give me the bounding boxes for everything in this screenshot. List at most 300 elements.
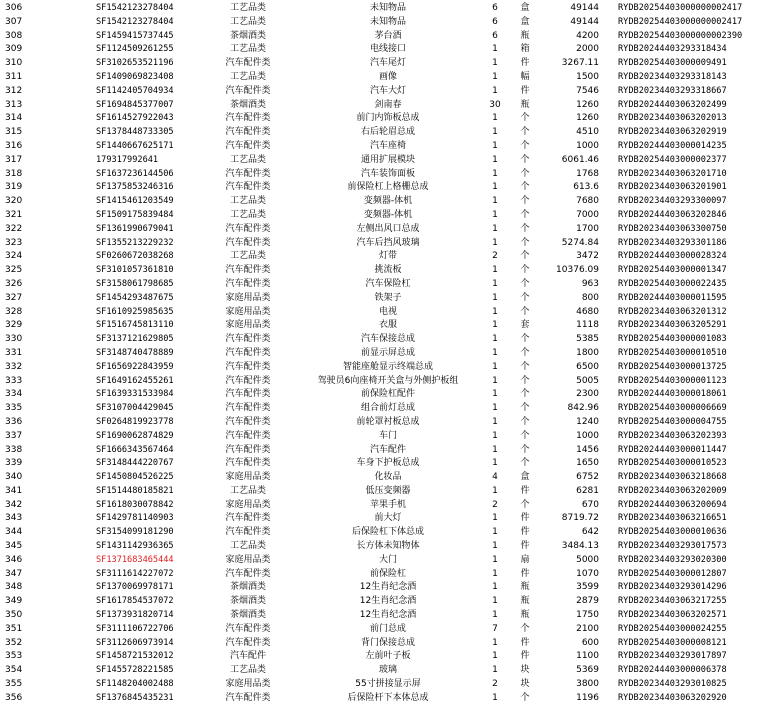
quantity: 1 bbox=[492, 278, 498, 289]
table-row bbox=[0, 333, 784, 347]
declared-value: 10376.09 bbox=[556, 265, 599, 276]
quantity: 1 bbox=[492, 182, 498, 193]
item-name: 变频器-体机 bbox=[363, 196, 413, 207]
unit: 个 bbox=[520, 251, 530, 262]
declared-value: 2879 bbox=[576, 596, 599, 607]
reference-number: RYDB20244403293318434 bbox=[618, 44, 727, 55]
quantity: 30 bbox=[489, 99, 501, 110]
row-number: 318 bbox=[5, 168, 23, 179]
row-number: 323 bbox=[5, 237, 23, 248]
shipment-table bbox=[0, 2, 784, 706]
declared-value: 5385 bbox=[576, 334, 599, 345]
item-name: 通用扩展模块 bbox=[360, 154, 415, 165]
waybill-number: SF1450804526225 bbox=[96, 472, 174, 483]
table-row bbox=[0, 237, 784, 251]
item-name: 前保险杠上格栅总成 bbox=[347, 182, 429, 193]
waybill-number: SF1440667625171 bbox=[96, 140, 174, 151]
table-row bbox=[0, 154, 784, 168]
unit: 件 bbox=[520, 637, 530, 648]
row-number: 342 bbox=[5, 499, 23, 510]
declared-value: 4510 bbox=[576, 127, 599, 138]
row-number: 354 bbox=[5, 665, 23, 676]
declared-value: 1118 bbox=[576, 320, 599, 331]
category: 汽车配件类 bbox=[225, 127, 271, 138]
table-row bbox=[0, 595, 784, 609]
quantity: 1 bbox=[492, 44, 498, 55]
reference-number: RYDB20234403063202393 bbox=[618, 430, 727, 441]
unit: 件 bbox=[520, 513, 530, 524]
reference-number: RYDB20254403000000002417 bbox=[618, 16, 743, 27]
row-number: 336 bbox=[5, 416, 23, 427]
category: 茶烟酒类 bbox=[229, 30, 266, 41]
category: 家庭用品类 bbox=[225, 292, 271, 303]
table-row bbox=[0, 388, 784, 402]
item-name: 衣服 bbox=[378, 320, 397, 331]
reference-number: RYDB20234403063201710 bbox=[618, 168, 727, 179]
table-row bbox=[0, 30, 784, 44]
category: 汽车配件类 bbox=[225, 430, 271, 441]
item-name: 前显示屏总成 bbox=[360, 347, 415, 358]
item-name: 电视 bbox=[378, 306, 397, 317]
table-row bbox=[0, 278, 784, 292]
table-row bbox=[0, 457, 784, 471]
item-name: 12生肖纪念酒 bbox=[359, 582, 417, 593]
row-number: 333 bbox=[5, 375, 23, 386]
item-name: 大门 bbox=[378, 554, 397, 565]
quantity: 7 bbox=[492, 623, 498, 634]
declared-value: 1456 bbox=[576, 444, 599, 455]
waybill-number: SF1124509261255 bbox=[96, 44, 174, 55]
waybill-number: SF3102653521196 bbox=[96, 58, 174, 69]
quantity: 1 bbox=[492, 389, 498, 400]
row-number: 326 bbox=[5, 278, 23, 289]
category: 工艺品类 bbox=[229, 71, 266, 82]
declared-value: 3267.11 bbox=[561, 58, 599, 69]
category: 汽车配件类 bbox=[225, 361, 271, 372]
reference-number: RYDB20234403063205291 bbox=[618, 320, 727, 331]
item-name: 未知物品 bbox=[369, 3, 406, 13]
declared-value: 1800 bbox=[576, 347, 599, 358]
quantity: 1 bbox=[492, 430, 498, 441]
waybill-number: SF1637236144506 bbox=[96, 168, 174, 179]
item-name: 化妆品 bbox=[374, 472, 402, 483]
row-number: 355 bbox=[5, 679, 23, 690]
quantity: 4 bbox=[492, 472, 498, 483]
row-number: 306 bbox=[5, 3, 23, 13]
row-number: 338 bbox=[5, 444, 23, 455]
unit: 件 bbox=[520, 568, 530, 579]
category: 汽车配件类 bbox=[225, 458, 271, 469]
unit: 个 bbox=[520, 692, 530, 703]
table-row bbox=[0, 540, 784, 554]
quantity: 1 bbox=[492, 58, 498, 69]
table-row bbox=[0, 209, 784, 223]
declared-value: 842.96 bbox=[567, 403, 599, 414]
table-row bbox=[0, 195, 784, 209]
reference-number: RYDB20234403293010825 bbox=[618, 679, 727, 690]
category: 工艺品类 bbox=[229, 154, 266, 165]
reference-number: RYDB20254403000001347 bbox=[618, 265, 727, 276]
unit: 扇 bbox=[520, 554, 530, 565]
item-name: 车身下护板总成 bbox=[356, 458, 420, 469]
unit: 个 bbox=[520, 444, 530, 455]
reference-number: RYDB20234403063201901 bbox=[618, 182, 727, 193]
table-row bbox=[0, 609, 784, 623]
row-number: 314 bbox=[5, 113, 23, 124]
table-row bbox=[0, 16, 784, 30]
item-name: 汽车装饰面板 bbox=[360, 168, 415, 179]
unit: 个 bbox=[520, 389, 530, 400]
reference-number: RYDB20244403063200694 bbox=[618, 499, 727, 510]
unit: 件 bbox=[520, 485, 530, 496]
unit: 个 bbox=[520, 223, 530, 234]
category: 工艺品类 bbox=[229, 44, 266, 55]
declared-value: 1700 bbox=[576, 223, 599, 234]
category: 汽车配件类 bbox=[225, 140, 271, 151]
unit: 件 bbox=[520, 58, 530, 69]
declared-value: 4200 bbox=[576, 30, 599, 41]
waybill-number: SF1409069823408 bbox=[96, 71, 174, 82]
table-row bbox=[0, 223, 784, 237]
table-row bbox=[0, 292, 784, 306]
reference-number: RYDB20254403000010636 bbox=[618, 527, 727, 538]
quantity: 2 bbox=[492, 251, 498, 262]
reference-number: RYDB20254403000004755 bbox=[618, 416, 727, 427]
row-number: 327 bbox=[5, 292, 23, 303]
category: 汽车配件类 bbox=[225, 375, 271, 386]
quantity: 1 bbox=[492, 692, 498, 703]
quantity: 2 bbox=[492, 679, 498, 690]
category: 汽车配件类 bbox=[225, 347, 271, 358]
row-number: 308 bbox=[5, 30, 23, 41]
table-row bbox=[0, 375, 784, 389]
reference-number: RYDB20244403000011595 bbox=[618, 292, 727, 303]
table-row bbox=[0, 471, 784, 485]
row-number: 340 bbox=[5, 472, 23, 483]
category: 工艺品类 bbox=[229, 251, 266, 262]
quantity: 1 bbox=[492, 485, 498, 496]
unit: 个 bbox=[520, 127, 530, 138]
unit: 盒 bbox=[520, 472, 530, 483]
row-number: 345 bbox=[5, 541, 23, 552]
table-row bbox=[0, 2, 784, 16]
reference-number: RYDB20234403063201312 bbox=[618, 306, 727, 317]
reference-number: RYDB20244403000011447 bbox=[618, 444, 727, 455]
declared-value: 1260 bbox=[576, 113, 599, 124]
reference-number: RYDB20234403063300750 bbox=[618, 223, 727, 234]
category: 汽车配件类 bbox=[225, 278, 271, 289]
reference-number: RYDB20254403000006669 bbox=[618, 403, 727, 414]
declared-value: 7546 bbox=[576, 85, 599, 96]
category: 汽车配件类 bbox=[225, 182, 271, 193]
item-name: 汽车座椅 bbox=[369, 140, 406, 151]
category: 家庭用品类 bbox=[225, 472, 271, 483]
category: 汽车配件类 bbox=[225, 513, 271, 524]
declared-value: 800 bbox=[581, 292, 599, 303]
table-row bbox=[0, 306, 784, 320]
category: 汽车配件类 bbox=[225, 265, 271, 276]
unit: 个 bbox=[520, 168, 530, 179]
declared-value: 6500 bbox=[576, 361, 599, 372]
declared-value: 1650 bbox=[576, 458, 599, 469]
declared-value: 3800 bbox=[576, 679, 599, 690]
quantity: 1 bbox=[492, 113, 498, 124]
declared-value: 670 bbox=[581, 499, 599, 510]
unit: 瓶 bbox=[520, 30, 530, 41]
waybill-number: SF1542123278404 bbox=[96, 3, 174, 13]
item-name: 灯带 bbox=[378, 251, 397, 262]
unit: 个 bbox=[520, 113, 530, 124]
row-number: 313 bbox=[5, 99, 23, 110]
declared-value: 613.6 bbox=[573, 182, 599, 193]
item-name: 铁架子 bbox=[374, 292, 402, 303]
category: 茶烟酒类 bbox=[229, 582, 266, 593]
waybill-number: SF1656922843959 bbox=[96, 361, 174, 372]
unit: 瓶 bbox=[520, 610, 530, 621]
quantity: 1 bbox=[492, 85, 498, 96]
category: 工艺品类 bbox=[229, 3, 266, 13]
waybill-number: SF1429781140903 bbox=[96, 513, 174, 524]
row-number: 321 bbox=[5, 209, 23, 220]
unit: 个 bbox=[520, 209, 530, 220]
waybill-number: SF3111614227072 bbox=[96, 568, 174, 579]
declared-value: 963 bbox=[581, 278, 599, 289]
reference-number: RYDB20234403293017573 bbox=[618, 541, 727, 552]
item-name: 汽车大灯 bbox=[369, 85, 406, 96]
table-row bbox=[0, 319, 784, 333]
reference-number: RYDB20234403063218668 bbox=[618, 472, 727, 483]
waybill-number: SF3107004429045 bbox=[96, 403, 174, 414]
row-number: 349 bbox=[5, 596, 23, 607]
row-number: 328 bbox=[5, 306, 23, 317]
reference-number: RYDB20234403063202571 bbox=[618, 610, 727, 621]
reference-number: RYDB20234403293301186 bbox=[618, 237, 727, 248]
unit: 个 bbox=[520, 499, 530, 510]
table-row bbox=[0, 650, 784, 664]
category: 工艺品类 bbox=[229, 541, 266, 552]
category: 汽车配件类 bbox=[225, 568, 271, 579]
row-number: 351 bbox=[5, 623, 23, 634]
waybill-number: SF1458721532012 bbox=[96, 651, 174, 662]
table-row bbox=[0, 126, 784, 140]
waybill-number: SF3112606973914 bbox=[96, 637, 174, 648]
row-number: 339 bbox=[5, 458, 23, 469]
waybill-number: SF3101057361810 bbox=[96, 265, 174, 276]
table-row bbox=[0, 347, 784, 361]
reference-number: RYDB20254403000024255 bbox=[618, 623, 727, 634]
waybill-number: SF1361990679041 bbox=[96, 223, 174, 234]
quantity: 1 bbox=[492, 637, 498, 648]
table-row bbox=[0, 568, 784, 582]
declared-value: 1196 bbox=[576, 692, 599, 703]
category: 家庭用品类 bbox=[225, 306, 271, 317]
table-row bbox=[0, 181, 784, 195]
row-number: 335 bbox=[5, 403, 23, 414]
category: 汽车配件 bbox=[229, 651, 266, 662]
quantity: 1 bbox=[492, 265, 498, 276]
row-number: 356 bbox=[5, 692, 23, 703]
row-number: 325 bbox=[5, 265, 23, 276]
reference-number: RYDB20234403063202013 bbox=[618, 113, 727, 124]
quantity: 1 bbox=[492, 347, 498, 358]
quantity: 1 bbox=[492, 596, 498, 607]
waybill-number: SF1618030078842 bbox=[96, 499, 174, 510]
category: 工艺品类 bbox=[229, 16, 266, 27]
item-name: 低压变频器 bbox=[365, 485, 411, 496]
category: 茶烟酒类 bbox=[229, 610, 266, 621]
table-row bbox=[0, 430, 784, 444]
item-name: 电线接口 bbox=[369, 44, 406, 55]
row-number: 344 bbox=[5, 527, 23, 538]
waybill-number: SF1148204002488 bbox=[96, 679, 174, 690]
item-name: 茅台酒 bbox=[374, 30, 402, 41]
declared-value: 3599 bbox=[576, 582, 599, 593]
waybill-number: SF1617854537072 bbox=[96, 596, 174, 607]
category: 工艺品类 bbox=[229, 209, 266, 220]
category: 汽车配件类 bbox=[225, 389, 271, 400]
waybill-number: SF1694845377007 bbox=[96, 99, 174, 110]
row-number: 346 bbox=[5, 554, 23, 565]
category: 汽车配件类 bbox=[225, 85, 271, 96]
reference-number: RYDB20234403063202919 bbox=[618, 127, 727, 138]
row-number: 324 bbox=[5, 251, 23, 262]
row-number: 319 bbox=[5, 182, 23, 193]
category: 汽车配件类 bbox=[225, 444, 271, 455]
unit: 盒 bbox=[520, 16, 530, 27]
declared-value: 1750 bbox=[576, 610, 599, 621]
quantity: 6 bbox=[492, 16, 498, 27]
unit: 块 bbox=[520, 665, 530, 676]
quantity: 1 bbox=[492, 610, 498, 621]
item-name: 左前叶子板 bbox=[365, 651, 411, 662]
category: 汽车配件类 bbox=[225, 168, 271, 179]
table-row bbox=[0, 57, 784, 71]
waybill-number: SF1355213229232 bbox=[96, 237, 174, 248]
declared-value: 2300 bbox=[576, 389, 599, 400]
reference-number: RYDB20254403000022435 bbox=[618, 278, 727, 289]
reference-number: RYDB20244403000018061 bbox=[618, 389, 727, 400]
category: 汽车配件类 bbox=[225, 416, 271, 427]
declared-value: 4680 bbox=[576, 306, 599, 317]
waybill-number: SF0260672038268 bbox=[96, 251, 174, 262]
unit: 个 bbox=[520, 182, 530, 193]
reference-number: RYDB20244403063202499 bbox=[618, 99, 727, 110]
item-name: 挑流板 bbox=[374, 265, 402, 276]
table-row bbox=[0, 264, 784, 278]
quantity: 1 bbox=[492, 140, 498, 151]
table-row bbox=[0, 168, 784, 182]
declared-value: 6752 bbox=[576, 472, 599, 483]
reference-number: RYDB20244403000014235 bbox=[618, 140, 727, 151]
table-row bbox=[0, 623, 784, 637]
category: 家庭用品类 bbox=[225, 679, 271, 690]
item-name: 前保险杠配件 bbox=[360, 389, 415, 400]
item-name: 55寸拼接显示屏 bbox=[355, 679, 421, 690]
item-name: 组合前灯总成 bbox=[360, 403, 415, 414]
waybill-number: SF3111106722706 bbox=[96, 623, 174, 634]
category: 汽车配件类 bbox=[225, 334, 271, 345]
row-number: 332 bbox=[5, 361, 23, 372]
item-name: 背门保接总成 bbox=[360, 637, 415, 648]
reference-number: RYDB20254403000013725 bbox=[618, 361, 727, 372]
quantity: 1 bbox=[492, 651, 498, 662]
quantity: 1 bbox=[492, 527, 498, 538]
declared-value: 1100 bbox=[576, 651, 599, 662]
unit: 个 bbox=[520, 278, 530, 289]
waybill-number: SF1459415737445 bbox=[96, 30, 174, 41]
item-name: 汽车保接总成 bbox=[360, 334, 415, 345]
table-row bbox=[0, 43, 784, 57]
unit: 套 bbox=[520, 320, 530, 331]
waybill-number: SF1455728221585 bbox=[96, 665, 174, 676]
waybill-number: SF3154099181290 bbox=[96, 527, 174, 538]
item-name: 画像 bbox=[378, 71, 397, 82]
declared-value: 1240 bbox=[576, 416, 599, 427]
quantity: 1 bbox=[492, 458, 498, 469]
item-name: 玻璃 bbox=[378, 665, 397, 676]
row-number: 337 bbox=[5, 430, 23, 441]
item-name: 汽车保险杠 bbox=[365, 278, 411, 289]
reference-number: RYDB20234403063216651 bbox=[618, 513, 727, 524]
declared-value: 5369 bbox=[576, 665, 599, 676]
waybill-number: SF1666343567464 bbox=[96, 444, 174, 455]
row-number: 310 bbox=[5, 58, 23, 69]
unit: 个 bbox=[520, 196, 530, 207]
reference-number: RYDB20234403293318143 bbox=[618, 71, 727, 82]
unit: 瓶 bbox=[520, 596, 530, 607]
reference-number: RYDB20254403000010523 bbox=[618, 458, 727, 469]
table-row bbox=[0, 637, 784, 651]
row-number: 312 bbox=[5, 85, 23, 96]
quantity: 1 bbox=[492, 582, 498, 593]
row-number: 331 bbox=[5, 347, 23, 358]
waybill-number: SF0264819923778 bbox=[96, 416, 174, 427]
unit: 个 bbox=[520, 403, 530, 414]
table-row bbox=[0, 112, 784, 126]
unit: 个 bbox=[520, 265, 530, 276]
waybill-number: SF1371683465444 bbox=[96, 554, 174, 565]
category: 家庭用品类 bbox=[225, 554, 271, 565]
quantity: 1 bbox=[492, 361, 498, 372]
item-name: 前保险杠 bbox=[369, 568, 406, 579]
declared-value: 1000 bbox=[576, 140, 599, 151]
reference-number: RYDB20244403000006378 bbox=[618, 665, 727, 676]
table-row bbox=[0, 485, 784, 499]
declared-value: 7680 bbox=[576, 196, 599, 207]
unit: 个 bbox=[520, 416, 530, 427]
row-number: 309 bbox=[5, 44, 23, 55]
unit: 瓶 bbox=[520, 582, 530, 593]
quantity: 1 bbox=[492, 127, 498, 138]
waybill-number: SF1542123278404 bbox=[96, 16, 174, 27]
item-name: 右后轮眉总成 bbox=[360, 127, 415, 138]
quantity: 1 bbox=[492, 568, 498, 579]
waybill-number: 179317992641 bbox=[96, 154, 159, 165]
declared-value: 1070 bbox=[576, 568, 599, 579]
item-name: 剑南春 bbox=[374, 99, 402, 110]
table-row bbox=[0, 554, 784, 568]
waybill-number: SF1639331533984 bbox=[96, 389, 174, 400]
item-name: 苹果手机 bbox=[369, 499, 406, 510]
unit: 个 bbox=[520, 237, 530, 248]
item-name: 后保险杠下体总成 bbox=[351, 527, 424, 538]
declared-value: 6061.46 bbox=[561, 154, 599, 165]
waybill-number: SF1375853246316 bbox=[96, 182, 174, 193]
category: 家庭用品类 bbox=[225, 320, 271, 331]
category: 汽车配件类 bbox=[225, 237, 271, 248]
unit: 个 bbox=[520, 623, 530, 634]
declared-value: 3484.13 bbox=[561, 541, 599, 552]
